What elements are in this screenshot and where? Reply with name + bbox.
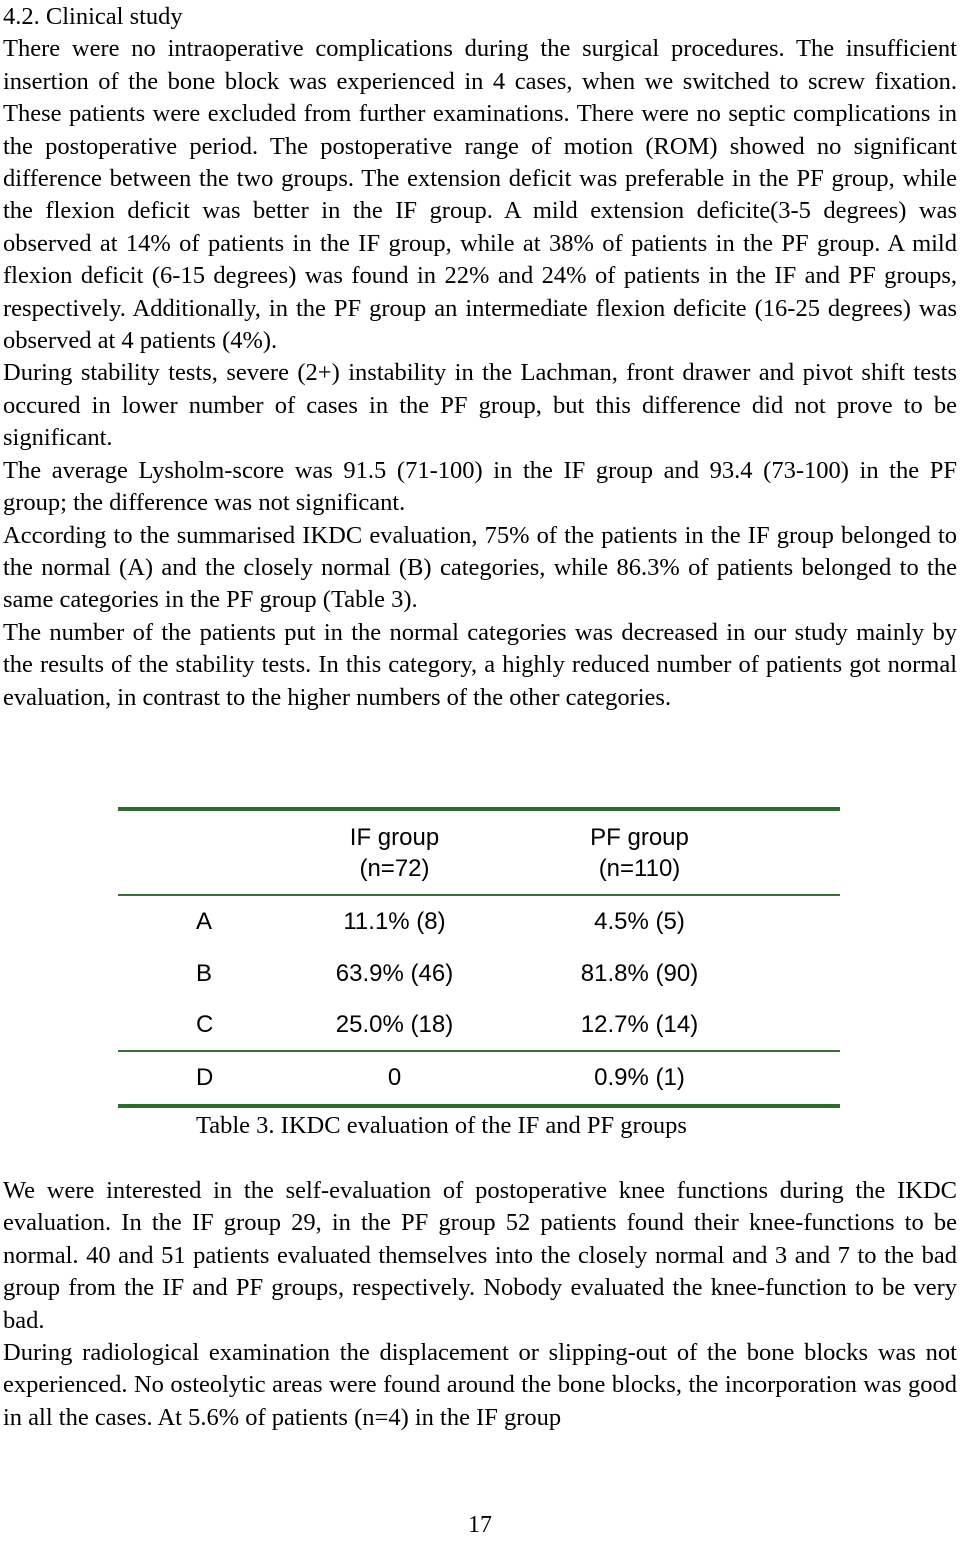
row-pf-value: 4.5% (5): [594, 908, 685, 935]
ikdc-table: [118, 807, 840, 1108]
row-pf-value: 12.7% (14): [580, 1010, 699, 1038]
header-spacer: [762, 811, 840, 894]
paragraph-normal-categories: The number of the patients put in the normal categories was decreased in our study mainly by the results of the stability tests. In this category, a highly reduced number of patients got normal evaluation, in contrast to the higher numbers of the other categories.: [3, 618, 957, 711]
table-header-row: [118, 811, 840, 894]
document-page: [3, 0, 957, 714]
table-caption: Table 3. IKDC evaluation of the IF and PF groups: [196, 1112, 687, 1139]
header-pf-group: [517, 811, 762, 894]
paragraph-self-evaluation: We were interested in the self-evaluation of postoperative knee functions during the IKDC evaluation. In the IF group 29, in the PF group 52 patients found their knee-functions to be normal. 40 and 51 patients evaluated themselves into the closely normal and 3 and 7 to the bad group from the IF and PF groups, respectively. Nobody evaluated the knee-function to be very bad.: [3, 1177, 957, 1334]
header-if-group-label: IF group: [349, 823, 440, 851]
page-number: 17: [468, 1512, 492, 1538]
row-if-value: 63.9% (46): [335, 959, 454, 987]
row-spacer: [762, 1052, 840, 1104]
paragraph-ikdc-summary: According to the summarised IKDC evaluation, 75% of the patients in the IF group belonged to the normal (A) and the closely normal (B) categories, while 86.3% of patients belonged to the same categories in the PF group (Table 3).: [3, 521, 957, 614]
table-row: [118, 999, 840, 1050]
row-if-value: 0: [387, 1064, 402, 1091]
ikdc-table-grid: [118, 811, 840, 894]
row-spacer: [762, 896, 840, 948]
row-label: C: [196, 1010, 214, 1038]
header-if-group: [272, 811, 517, 894]
row-spacer: [762, 999, 840, 1050]
row-spacer: [762, 948, 840, 999]
row-label: B: [196, 959, 213, 987]
table-bottom-rule: [118, 1104, 840, 1108]
row-if-value: 11.1% (8): [343, 908, 446, 935]
paragraph-lysholm: The average Lysholm-score was 91.5 (71-100) in the IF group and 93.4 (73-100) in the PF group; the difference was not significant.: [3, 456, 957, 517]
header-pf-group-label: PF group: [590, 823, 689, 851]
section-heading: 4.2. Clinical study: [3, 3, 183, 30]
table-row: [118, 1052, 840, 1104]
ikdc-table-body-lower: [118, 1052, 840, 1104]
paragraph-complications: There were no intraoperative complications during the surgical procedures. The insufficient insertion of the bone block was experienced in 4 cases, when we switched to screw fixation. These patients were excluded from further examinations. There were no septic complications in the postoperative period. The postoperative range of motion (ROM) showed no significant difference between the two groups. The extension deficit was preferable in the PF group, while the flexion deficit was better in the IF group. A mild extension deficite(3-5 degrees) was observed at 14% of patients in the IF group, while at 38% of patients in the PF group. A mild flexion deficit (6-15 degrees) was found in 22% and 24% of patients in the IF and PF groups, respectively. Additionally, in the PF group an intermediate flexion deficite (16-25 degrees) was observed at 4 patients (4%).: [3, 35, 957, 355]
table-row: [118, 896, 840, 948]
header-if-group-n: (n=72): [359, 854, 430, 882]
paragraph-radiological: During radiological examination the displacement or slipping-out of the bone blocks was not experienced. No osteolytic areas were found around the bone blocks, the incorporation was good in all the cases. At 5.6% of patients (n=4) in the IF group: [3, 1339, 957, 1431]
row-pf-value: 0.9% (1): [594, 1064, 685, 1091]
table-row: [118, 948, 840, 999]
document-continuation: [3, 1175, 957, 1434]
row-if-value: 25.0% (18): [335, 1010, 454, 1038]
paragraph-stability: During stability tests, severe (2+) instability in the Lachman, front drawer and pivot shift tests occured in lower number of cases in the PF group, but this difference did not prove to be significant.: [3, 359, 957, 452]
row-pf-value: 81.8% (90): [580, 959, 699, 987]
row-label: A: [196, 908, 213, 935]
header-empty-cell: [118, 811, 272, 894]
row-label: D: [196, 1064, 214, 1091]
ikdc-table-body-upper: [118, 896, 840, 1050]
header-pf-group-n: (n=110): [598, 854, 681, 882]
